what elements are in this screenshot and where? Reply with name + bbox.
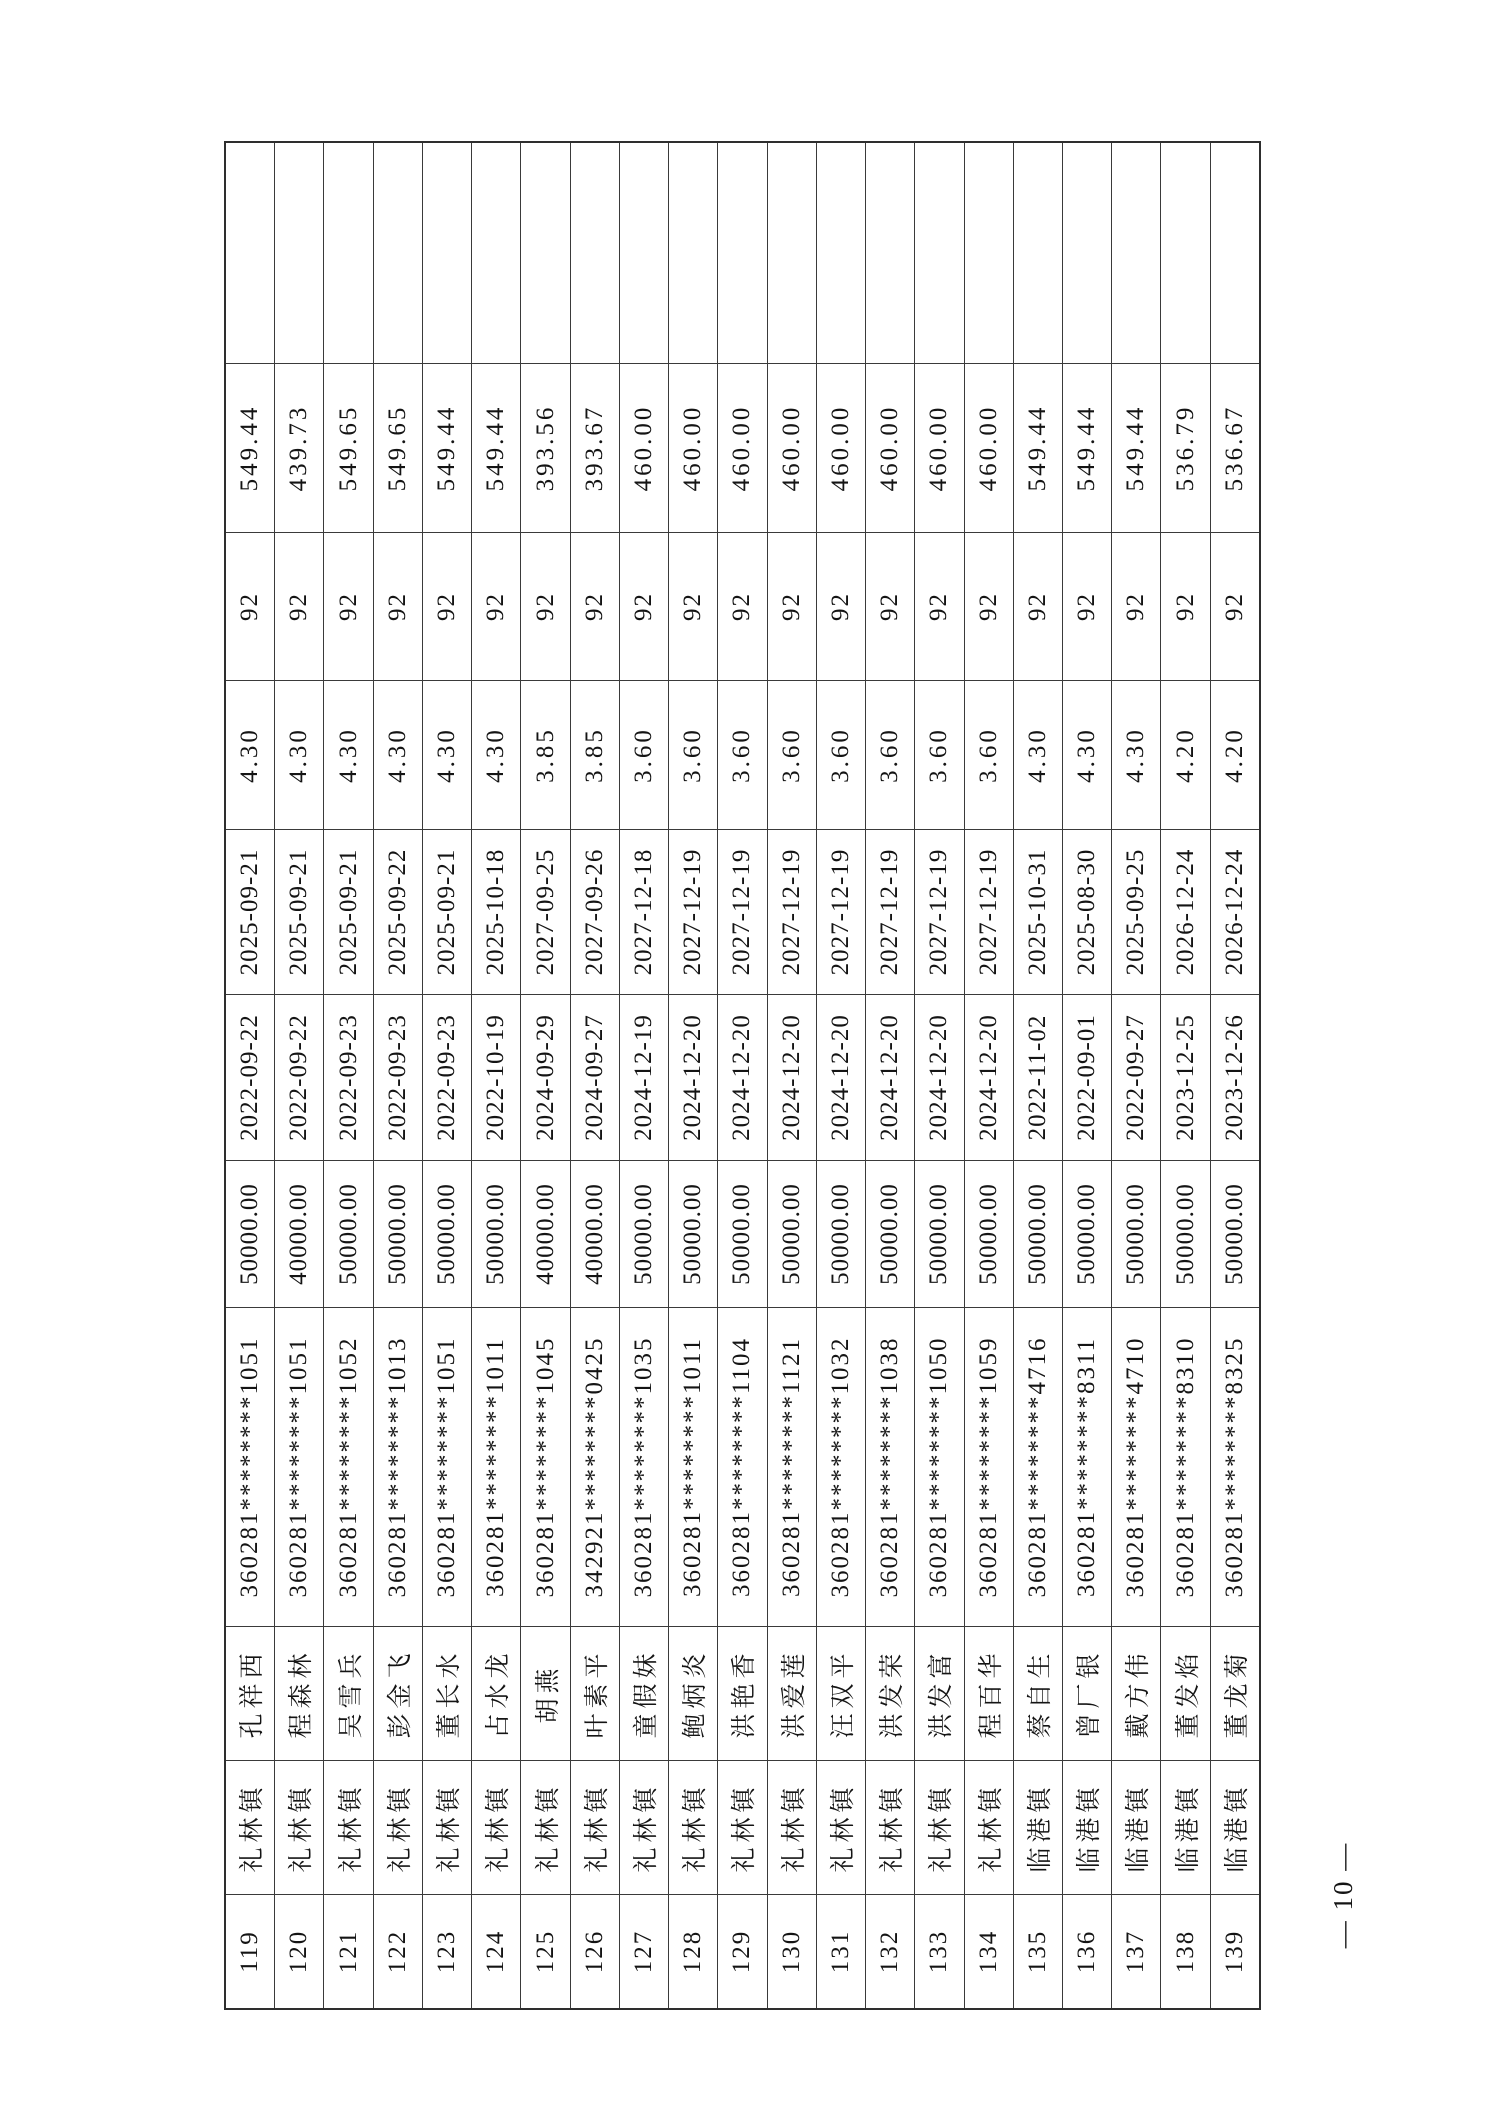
cell-start_date: 2022-09-27: [1112, 995, 1161, 1161]
cell-name: 洪艳香: [718, 1627, 767, 1761]
cell-no: 122: [373, 1895, 422, 2010]
rotated-table-container: [224, 155, 1251, 2010]
cell-interest: 460.00: [619, 364, 668, 533]
cell-ratio: 92: [1062, 533, 1111, 681]
table-row: [669, 142, 718, 2009]
cell-no: 139: [1210, 1895, 1260, 2010]
cell-amount: 50000.00: [718, 1161, 767, 1308]
cell-amount: 50000.00: [816, 1161, 865, 1308]
cell-remark: [1062, 142, 1111, 364]
cell-town: 礼林镇: [866, 1761, 915, 1895]
cell-town: 礼林镇: [472, 1761, 521, 1895]
cell-rate: 3.85: [521, 681, 570, 830]
cell-start_date: 2022-09-22: [225, 995, 275, 1161]
cell-ratio: 92: [521, 533, 570, 681]
cell-rate: 3.60: [915, 681, 964, 830]
cell-amount: 50000.00: [1161, 1161, 1210, 1308]
cell-remark: [1112, 142, 1161, 364]
cell-ratio: 92: [422, 533, 471, 681]
cell-amount: 50000.00: [373, 1161, 422, 1308]
cell-town: 礼林镇: [619, 1761, 668, 1895]
table-row: [275, 142, 324, 2009]
cell-rate: 3.85: [570, 681, 619, 830]
cell-id_masked: 360281********1011: [472, 1308, 521, 1627]
cell-no: 138: [1161, 1895, 1210, 2010]
cell-amount: 50000.00: [915, 1161, 964, 1308]
cell-interest: 549.65: [324, 364, 373, 533]
cell-town: 礼林镇: [816, 1761, 865, 1895]
cell-interest: 536.67: [1210, 364, 1260, 533]
cell-ratio: 92: [866, 533, 915, 681]
cell-rate: 4.30: [324, 681, 373, 830]
cell-interest: 460.00: [915, 364, 964, 533]
cell-name: 吴雪兵: [324, 1627, 373, 1761]
cell-name: 洪发荣: [866, 1627, 915, 1761]
cell-name: 戴方伟: [1112, 1627, 1161, 1761]
cell-ratio: 92: [373, 533, 422, 681]
cell-town: 礼林镇: [422, 1761, 471, 1895]
cell-start_date: 2024-12-20: [915, 995, 964, 1161]
cell-amount: 50000.00: [1112, 1161, 1161, 1308]
cell-start_date: 2024-12-20: [767, 995, 816, 1161]
cell-ratio: 92: [669, 533, 718, 681]
cell-rate: 3.60: [718, 681, 767, 830]
cell-amount: 50000.00: [767, 1161, 816, 1308]
cell-remark: [816, 142, 865, 364]
cell-amount: 50000.00: [472, 1161, 521, 1308]
cell-end_date: 2027-12-19: [915, 830, 964, 995]
cell-id_masked: 360281********4710: [1112, 1308, 1161, 1627]
cell-remark: [619, 142, 668, 364]
cell-remark: [964, 142, 1013, 364]
cell-end_date: 2025-09-21: [275, 830, 324, 995]
table-row: [619, 142, 668, 2009]
cell-amount: 40000.00: [275, 1161, 324, 1308]
cell-remark: [718, 142, 767, 364]
cell-start_date: 2022-09-23: [373, 995, 422, 1161]
cell-rate: 3.60: [767, 681, 816, 830]
cell-end_date: 2027-12-18: [619, 830, 668, 995]
cell-amount: 50000.00: [866, 1161, 915, 1308]
cell-ratio: 92: [1161, 533, 1210, 681]
cell-no: 127: [619, 1895, 668, 2010]
cell-no: 123: [422, 1895, 471, 2010]
table-row: [1161, 142, 1210, 2009]
cell-id_masked: 360281********8311: [1062, 1308, 1111, 1627]
cell-start_date: 2022-09-23: [422, 995, 471, 1161]
cell-town: 礼林镇: [570, 1761, 619, 1895]
cell-end_date: 2025-09-22: [373, 830, 422, 995]
cell-amount: 50000.00: [324, 1161, 373, 1308]
cell-ratio: 92: [1112, 533, 1161, 681]
cell-interest: 549.44: [1013, 364, 1062, 533]
cell-interest: 393.67: [570, 364, 619, 533]
cell-start_date: 2024-12-20: [816, 995, 865, 1161]
table-row: [866, 142, 915, 2009]
cell-town: 礼林镇: [669, 1761, 718, 1895]
table-row: [1112, 142, 1161, 2009]
cell-remark: [767, 142, 816, 364]
cell-name: 孔祥西: [225, 1627, 275, 1761]
table-row: [373, 142, 422, 2009]
cell-remark: [225, 142, 275, 364]
cell-start_date: 2024-12-19: [619, 995, 668, 1161]
cell-town: 礼林镇: [225, 1761, 275, 1895]
cell-interest: 460.00: [669, 364, 718, 533]
cell-id_masked: 360281********1013: [373, 1308, 422, 1627]
cell-rate: 4.30: [275, 681, 324, 830]
table-row: [767, 142, 816, 2009]
cell-start_date: 2024-12-20: [866, 995, 915, 1161]
cell-no: 133: [915, 1895, 964, 2010]
cell-remark: [472, 142, 521, 364]
cell-remark: [324, 142, 373, 364]
cell-end_date: 2027-12-19: [866, 830, 915, 995]
cell-rate: 3.60: [619, 681, 668, 830]
cell-rate: 4.30: [422, 681, 471, 830]
cell-town: 礼林镇: [324, 1761, 373, 1895]
cell-ratio: 92: [1013, 533, 1062, 681]
cell-amount: 40000.00: [521, 1161, 570, 1308]
cell-ratio: 92: [767, 533, 816, 681]
cell-town: 礼林镇: [373, 1761, 422, 1895]
cell-name: 蔡自生: [1013, 1627, 1062, 1761]
cell-interest: 549.65: [373, 364, 422, 533]
cell-start_date: 2022-09-22: [275, 995, 324, 1161]
cell-name: 董长水: [422, 1627, 471, 1761]
cell-rate: 4.30: [1112, 681, 1161, 830]
cell-start_date: 2022-11-02: [1013, 995, 1062, 1161]
cell-id_masked: 360281********1032: [816, 1308, 865, 1627]
table-row: [964, 142, 1013, 2009]
cell-name: 董龙菊: [1210, 1627, 1260, 1761]
table-row: [472, 142, 521, 2009]
cell-rate: 3.60: [816, 681, 865, 830]
cell-start_date: 2023-12-25: [1161, 995, 1210, 1161]
cell-interest: 549.44: [1062, 364, 1111, 533]
cell-end_date: 2025-10-31: [1013, 830, 1062, 995]
cell-end_date: 2026-12-24: [1210, 830, 1260, 995]
cell-ratio: 92: [718, 533, 767, 681]
cell-remark: [669, 142, 718, 364]
cell-town: 礼林镇: [964, 1761, 1013, 1895]
cell-name: 汪双平: [816, 1627, 865, 1761]
cell-rate: 4.30: [472, 681, 521, 830]
cell-name: 童假妹: [619, 1627, 668, 1761]
cell-id_masked: 360281********1051: [225, 1308, 275, 1627]
cell-interest: 439.73: [275, 364, 324, 533]
cell-ratio: 92: [1210, 533, 1260, 681]
cell-town: 临港镇: [1013, 1761, 1062, 1895]
cell-no: 125: [521, 1895, 570, 2010]
cell-ratio: 92: [472, 533, 521, 681]
cell-name: 程百华: [964, 1627, 1013, 1761]
cell-interest: 460.00: [718, 364, 767, 533]
cell-end_date: 2025-09-21: [422, 830, 471, 995]
cell-start_date: 2024-09-27: [570, 995, 619, 1161]
cell-ratio: 92: [225, 533, 275, 681]
cell-id_masked: 360281********1052: [324, 1308, 373, 1627]
cell-interest: 460.00: [964, 364, 1013, 533]
cell-remark: [422, 142, 471, 364]
cell-remark: [1161, 142, 1210, 364]
cell-start_date: 2023-12-26: [1210, 995, 1260, 1161]
cell-town: 礼林镇: [767, 1761, 816, 1895]
cell-ratio: 92: [816, 533, 865, 681]
cell-no: 126: [570, 1895, 619, 2010]
table-row: [1062, 142, 1111, 2009]
cell-interest: 460.00: [767, 364, 816, 533]
cell-no: 137: [1112, 1895, 1161, 2010]
cell-end_date: 2025-09-25: [1112, 830, 1161, 995]
cell-start_date: 2024-12-20: [964, 995, 1013, 1161]
cell-name: 胡燕: [521, 1627, 570, 1761]
cell-start_date: 2024-12-20: [718, 995, 767, 1161]
cell-id_masked: 360281********4716: [1013, 1308, 1062, 1627]
cell-id_masked: 360281********1104: [718, 1308, 767, 1627]
cell-rate: 4.30: [373, 681, 422, 830]
cell-amount: 50000.00: [1062, 1161, 1111, 1308]
table-row: [225, 142, 275, 2009]
cell-interest: 460.00: [866, 364, 915, 533]
cell-no: 135: [1013, 1895, 1062, 2010]
cell-id_masked: 342921********0425: [570, 1308, 619, 1627]
table-row: [915, 142, 964, 2009]
table-row: [1210, 142, 1260, 2009]
cell-amount: 50000.00: [964, 1161, 1013, 1308]
cell-id_masked: 360281********1051: [422, 1308, 471, 1627]
cell-ratio: 92: [570, 533, 619, 681]
cell-amount: 50000.00: [619, 1161, 668, 1308]
cell-no: 121: [324, 1895, 373, 2010]
cell-remark: [373, 142, 422, 364]
cell-ratio: 92: [915, 533, 964, 681]
cell-no: 131: [816, 1895, 865, 2010]
cell-town: 临港镇: [1062, 1761, 1111, 1895]
cell-town: 礼林镇: [915, 1761, 964, 1895]
cell-end_date: 2027-09-26: [570, 830, 619, 995]
cell-end_date: 2027-09-25: [521, 830, 570, 995]
cell-end_date: 2027-12-19: [669, 830, 718, 995]
cell-name: 鲍炳炎: [669, 1627, 718, 1761]
cell-no: 134: [964, 1895, 1013, 2010]
cell-id_masked: 360281********1059: [964, 1308, 1013, 1627]
cell-rate: 4.30: [1062, 681, 1111, 830]
cell-rate: 4.30: [225, 681, 275, 830]
cell-rate: 3.60: [866, 681, 915, 830]
cell-no: 130: [767, 1895, 816, 2010]
cell-ratio: 92: [619, 533, 668, 681]
cell-remark: [275, 142, 324, 364]
cell-end_date: 2025-08-30: [1062, 830, 1111, 995]
cell-no: 129: [718, 1895, 767, 2010]
cell-interest: 549.44: [422, 364, 471, 533]
cell-ratio: 92: [324, 533, 373, 681]
cell-town: 临港镇: [1112, 1761, 1161, 1895]
cell-interest: 393.56: [521, 364, 570, 533]
cell-amount: 50000.00: [669, 1161, 718, 1308]
table-row: [521, 142, 570, 2009]
cell-remark: [570, 142, 619, 364]
cell-ratio: 92: [275, 533, 324, 681]
cell-ratio: 92: [964, 533, 1013, 681]
cell-id_masked: 360281********8325: [1210, 1308, 1260, 1627]
cell-name: 彭金飞: [373, 1627, 422, 1761]
cell-town: 临港镇: [1161, 1761, 1210, 1895]
cell-remark: [521, 142, 570, 364]
cell-rate: 3.60: [964, 681, 1013, 830]
cell-id_masked: 360281********1050: [915, 1308, 964, 1627]
cell-end_date: 2025-09-21: [225, 830, 275, 995]
cell-end_date: 2025-10-18: [472, 830, 521, 995]
cell-amount: 50000.00: [1013, 1161, 1062, 1308]
cell-no: 132: [866, 1895, 915, 2010]
cell-start_date: 2022-09-01: [1062, 995, 1111, 1161]
cell-interest: 549.44: [472, 364, 521, 533]
cell-interest: 549.44: [225, 364, 275, 533]
cell-end_date: 2027-12-19: [767, 830, 816, 995]
cell-no: 124: [472, 1895, 521, 2010]
cell-no: 119: [225, 1895, 275, 2010]
cell-remark: [915, 142, 964, 364]
cell-rate: 4.20: [1161, 681, 1210, 830]
cell-rate: 4.20: [1210, 681, 1260, 830]
loan-subsidy-table: [224, 141, 1261, 2010]
cell-town: 礼林镇: [275, 1761, 324, 1895]
table-row: [570, 142, 619, 2009]
cell-town: 临港镇: [1210, 1761, 1260, 1895]
cell-name: 叶素平: [570, 1627, 619, 1761]
cell-interest: 460.00: [816, 364, 865, 533]
cell-interest: 536.79: [1161, 364, 1210, 533]
cell-start_date: 2024-12-20: [669, 995, 718, 1161]
cell-start_date: 2022-09-23: [324, 995, 373, 1161]
cell-no: 136: [1062, 1895, 1111, 2010]
cell-amount: 50000.00: [1210, 1161, 1260, 1308]
table-row: [422, 142, 471, 2009]
cell-name: 曾厂银: [1062, 1627, 1111, 1761]
cell-no: 128: [669, 1895, 718, 2010]
cell-amount: 50000.00: [225, 1161, 275, 1308]
cell-start_date: 2022-10-19: [472, 995, 521, 1161]
table-row: [1013, 142, 1062, 2009]
table-row: [816, 142, 865, 2009]
cell-id_masked: 360281********1038: [866, 1308, 915, 1627]
cell-name: 占水龙: [472, 1627, 521, 1761]
cell-id_masked: 360281********8310: [1161, 1308, 1210, 1627]
cell-interest: 549.44: [1112, 364, 1161, 533]
cell-name: 洪爱莲: [767, 1627, 816, 1761]
cell-town: 礼林镇: [718, 1761, 767, 1895]
cell-rate: 4.30: [1013, 681, 1062, 830]
cell-amount: 50000.00: [422, 1161, 471, 1308]
cell-amount: 40000.00: [570, 1161, 619, 1308]
cell-start_date: 2024-09-29: [521, 995, 570, 1161]
cell-remark: [866, 142, 915, 364]
cell-end_date: 2027-12-19: [718, 830, 767, 995]
cell-end_date: 2026-12-24: [1161, 830, 1210, 995]
cell-id_masked: 360281********1121: [767, 1308, 816, 1627]
cell-remark: [1210, 142, 1260, 364]
cell-name: 洪发富: [915, 1627, 964, 1761]
cell-name: 程森林: [275, 1627, 324, 1761]
cell-rate: 3.60: [669, 681, 718, 830]
table-body: [225, 142, 1260, 2009]
cell-name: 董发焰: [1161, 1627, 1210, 1761]
cell-end_date: 2027-12-19: [816, 830, 865, 995]
page-number: — 10 —: [1328, 1841, 1358, 1949]
cell-end_date: 2025-09-21: [324, 830, 373, 995]
cell-no: 120: [275, 1895, 324, 2010]
table-row: [324, 142, 373, 2009]
cell-id_masked: 360281********1051: [275, 1308, 324, 1627]
cell-remark: [1013, 142, 1062, 364]
cell-id_masked: 360281********1011: [669, 1308, 718, 1627]
cell-end_date: 2027-12-19: [964, 830, 1013, 995]
cell-town: 礼林镇: [521, 1761, 570, 1895]
cell-id_masked: 360281********1035: [619, 1308, 668, 1627]
cell-id_masked: 360281********1045: [521, 1308, 570, 1627]
table-row: [718, 142, 767, 2009]
